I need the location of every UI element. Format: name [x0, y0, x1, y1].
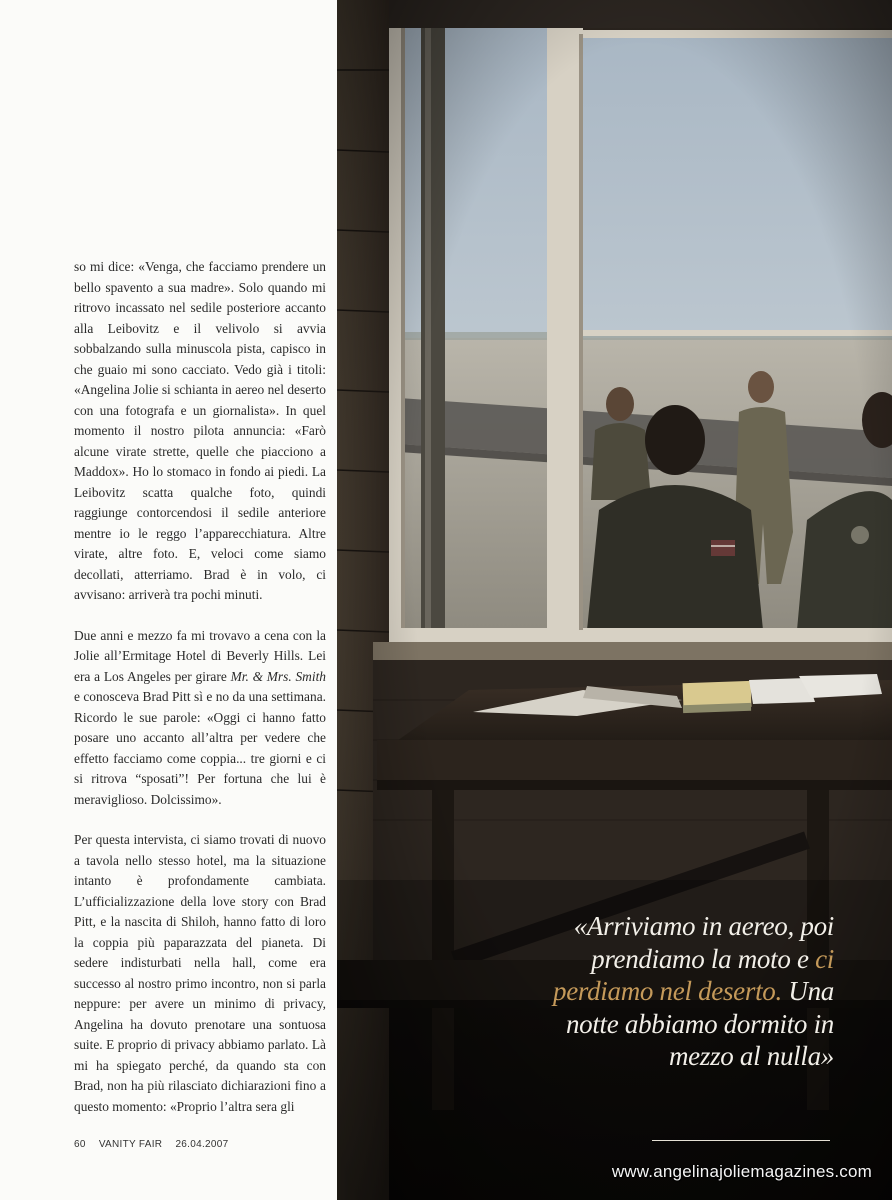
website-watermark: www.angelinajoliemagazines.com: [611, 1162, 872, 1181]
article-text: e conosceva Brad Pitt sì e no da una settimana. Ricordo le sue parole: «Oggi ci hanno fatto posare uno accanto all’altra per vedere che effetto facciamo come coppia... tre giorni e ci si ritrova “sposati”! Per fortuna che lui è meraviglioso. Dolcissimo».: [74, 689, 326, 807]
article-body: [74, 257, 326, 1117]
page-number: 60: [74, 1139, 86, 1150]
pull-quote: [514, 910, 834, 1073]
article-paragraph: [74, 257, 326, 606]
article-paragraph: [74, 830, 326, 1117]
pull-quote-rule: [652, 1140, 830, 1141]
issue-date: 26.04.2007: [175, 1139, 229, 1150]
page-folio: [74, 1139, 229, 1150]
article-paragraph: [74, 626, 326, 811]
pull-quote-highlight: ci perdiamo nel deserto.: [553, 943, 834, 1006]
text-column: [0, 0, 337, 1200]
article-text: so mi dice: «Venga, che facciamo prendere un bello spavento a sua madre». Solo quando mi ritrovo incassato nel sedile posteriore accanto alla Leibovitz e il velivolo si avvia sobbalzando sulla minuscola pista, capisco in che guaio mi sono cacciato. Vedo già i titoli: «Angelina Jolie si schianta in aereo nel deserto con una fotografa e un giornalista». In quel momento il nostro pilota annuncia: «Farò alcune virate strette, quelle che piacciono a Maddox». Ho lo stomaco in fondo ai piedi. La Leibovitz scatta qualche foto, quindi raggiunge contorcendosi il sedile anteriore mentre io le reggo l’apparecchiatura. Altre virate, altre foto. E, veloci come siamo decollati, atterriamo. Brad è in volo, ci avvisano: arriverà tra pochi minuti.: [74, 259, 326, 602]
article-text: Per questa intervista, ci siamo trovati di nuovo a tavola nello stesso hotel, ma la situazione intanto è profondamente cambiata. L’ufficializzazione della love story con Brad Pitt, e la nascita di Shiloh, hanno fatto di loro la coppia più paparazzata del pianeta. Di sedere indisturbati nella hall, come era successo al nostro primo incontro, non si parla neppure: per avere un minimo di privacy, Angelina ha dovuto prenotare una sontuosa suite. E proprio di privacy abbiamo parlato. Là mi ha spiegato perché, da quando sta con Brad, non ha più rilasciato dichiarazioni fino a questo momento: «Proprio l’altra sera gli: [74, 832, 326, 1114]
pull-quote-part1: «Arriviamo in aereo, poi prendiamo la moto e: [573, 911, 834, 974]
pull-quote-part2: Una notte abbiamo dormito in mezzo al nulla»: [565, 976, 834, 1071]
magazine-name: VANITY FAIR: [98, 1139, 163, 1150]
article-text: Due anni e mezzo fa mi trovavo a cena con la Jolie all’Ermitage Hotel di Beverly Hills. Lei era a Los Angeles per girare: [74, 627, 326, 684]
article-title-italic: Mr. & Mrs. Smith: [230, 668, 326, 684]
